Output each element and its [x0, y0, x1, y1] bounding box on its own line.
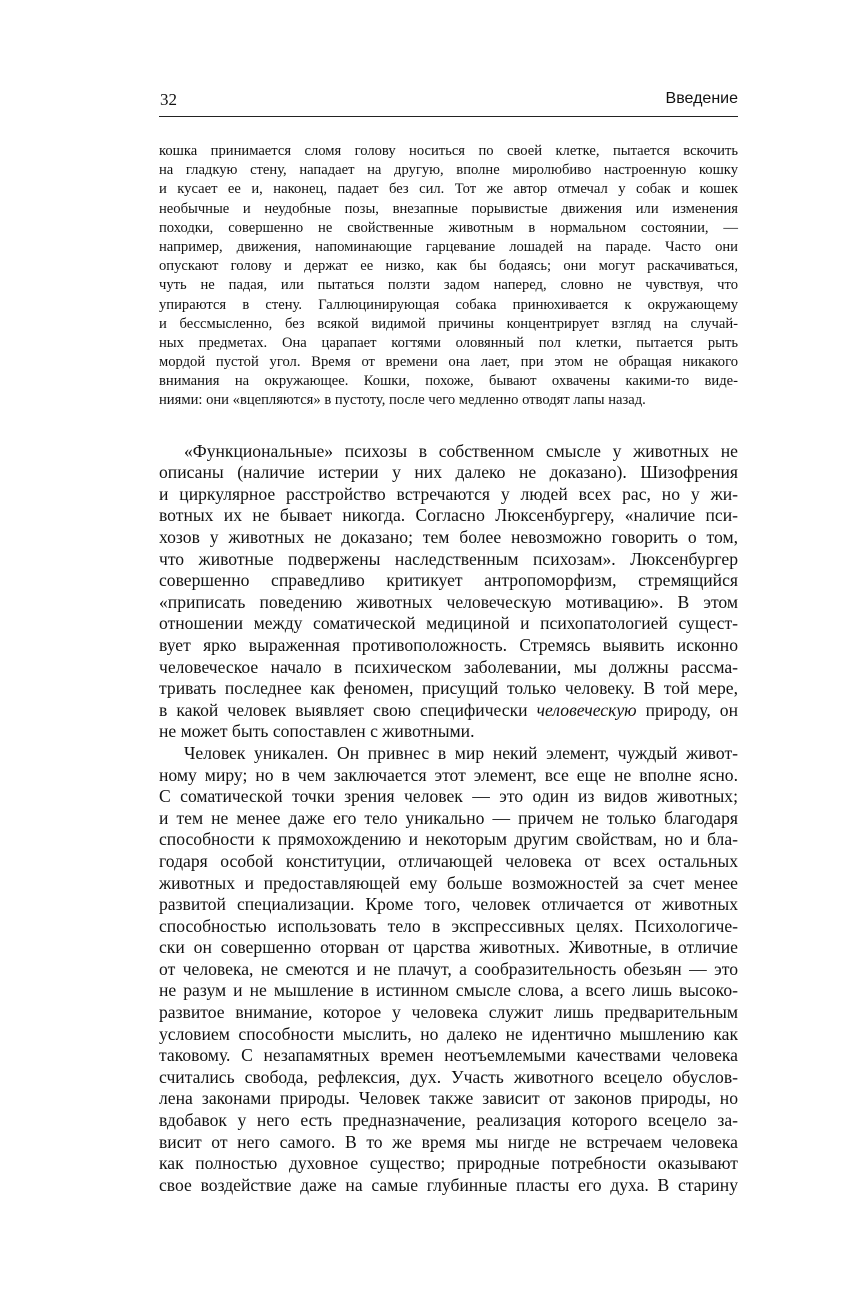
text-line: что животные подвержены наследственным психозам». Люксенбургер	[159, 548, 738, 569]
text-line: тривать последнее как феномен, присущий только человеку. В той мере,	[159, 678, 738, 699]
text-line: не может быть сопоставлен с животными.	[159, 721, 475, 742]
text-line: и кусает ее и, наконец, падает без сил. Тот же автор отмечал у собак и кошек	[159, 181, 738, 198]
emphasis: человеческую	[536, 699, 637, 720]
text-line: и бессмысленно, без всякой видимой причины концентрирует взгляд на случай-	[159, 315, 738, 332]
main-text	[159, 441, 738, 1197]
text-line: вует ярко выраженная противоположность. Стремясь выявить исконно	[159, 634, 738, 655]
text-line: и тем не менее даже его тело уникально — причем не только благодаря	[159, 807, 738, 828]
text-line: и циркулярное расстройство встречаются у людей всех рас, но у жи-	[159, 483, 738, 504]
text-line: как полностью духовное существо; природные потребности оказывают	[159, 1153, 738, 1174]
text-line: походки, совершенно не свойственные животным в нормальном состоянии, —	[159, 219, 738, 236]
text-line: «приписать поведению животных человеческую мотивацию». В этом	[159, 591, 738, 612]
text-line: животных и предоставляющей ему больше возможностей за счет менее	[159, 872, 738, 893]
text-line: чуть не падая, или пытаться ползти задом наперед, словно не чувствуя, что	[159, 277, 738, 294]
text-line: С соматической точки зрения человек — это один из видов животных;	[159, 786, 738, 807]
text-line: считались свобода, рефлексия, дух. Участь животного всецело обуслов-	[159, 1066, 738, 1087]
text-line: годаря особой конституции, отличающей человека от всех остальных	[159, 850, 738, 871]
text-line: не разум и не мышление в истинном смысле слова, а всего лишь высоко-	[159, 980, 738, 1001]
text-line: совершенно справедливо критикует антропоморфизм, стремящийся	[159, 570, 738, 591]
text-line: ниями: они «вцепляются» в пустоту, после чего медленно отводят лапы назад.	[159, 392, 646, 409]
running-head	[159, 86, 738, 117]
text-line: на гладкую стену, нападает на другую, вполне миролюбиво настроенную кошку	[159, 162, 738, 179]
text-line: отношении между соматической медициной и психопатологией сущест-	[159, 613, 738, 634]
page-number: 32	[160, 90, 177, 109]
text-line: висит от него самого. В то же время мы нигде не встречаем человека	[159, 1131, 738, 1152]
text-line: упираются в стену. Галлюцинирующая собака принюхивается к окружающему	[159, 296, 738, 313]
text-line: ных предметах. Она царапает когтями оловянный пол клетки, пытается рыть	[159, 334, 738, 351]
text-line: условием способности мыслить, но далеко не идентично мышлению как	[159, 1023, 738, 1044]
text-line: внимания на окружающее. Кошки, похоже, бывают охвачены какими-то виде-	[159, 373, 738, 390]
text-line: лена законами природы. Человек также зависит от законов природы, но	[159, 1088, 738, 1109]
text-line: мордой пустой угол. Время от времени она лает, при этом не обращая никакого	[159, 354, 738, 371]
text-line: например, движения, напоминающие гарцевание лошадей на параде. Часто они	[159, 238, 738, 255]
text-line: свое воздействие даже на самые глубинные пласты его духа. В старину	[159, 1174, 738, 1195]
text-line: описаны (наличие истерии у них далеко не доказано). Шизофрения	[159, 462, 738, 483]
text-line: Человек уникален. Он привнес в мир некий элемент, чуждый живот-	[184, 742, 738, 763]
text-line: опускают голову и держат ее низко, как бы бодаясь; они могут раскачиваться,	[159, 258, 738, 275]
text-line: человеческое начало в психическом заболевании, мы должны рассма-	[159, 656, 738, 677]
text-line: способности к прямохождению и некоторым другим свойствам, но и бла-	[159, 829, 738, 850]
text-line: ски он совершенно оторван от царства животных. Животные, в отличие	[159, 937, 738, 958]
text-line: кошка принимается сломя голову носиться по своей клетке, пытается вскочить	[159, 143, 738, 159]
text-line: вотных их не бывает никогда. Согласно Люксенбургеру, «наличие пси-	[159, 505, 738, 526]
section-title: Введение	[665, 90, 738, 107]
text-line: развитой специализации. Кроме того, человек отличается от животных	[159, 894, 738, 915]
quoted-passage	[159, 142, 738, 411]
text-line: ному миру; но в чем заключается этот элемент, все еще не вполне ясно.	[159, 764, 738, 785]
text-line: вдобавок у него есть предназначение, реализация которого всецело за-	[159, 1110, 738, 1131]
book-page	[159, 86, 738, 1196]
text-line: хозов у животных не доказано; тем более невозможно говорить о том,	[159, 527, 738, 547]
text-line: от человека, не смеются и не плачут, а сообразительность обезьян — это	[159, 958, 738, 979]
text-line: в какой человек выявляет свою специфически человеческую природу, он	[159, 699, 739, 720]
text-line: необычные и неудобные позы, внезапные порывистые движения или изменения	[159, 200, 738, 217]
text-line: развитое внимание, которое у человека служит лишь предварительным	[159, 1002, 738, 1023]
text-line: «Функциональные» психозы в собственном смысле у животных не	[184, 440, 738, 461]
text-line: таковому. С незапамятных времен неотъемлемыми качествами человека	[159, 1045, 738, 1066]
text-line: способностью использовать тело в экспрессивных целях. Психологиче-	[159, 915, 738, 936]
